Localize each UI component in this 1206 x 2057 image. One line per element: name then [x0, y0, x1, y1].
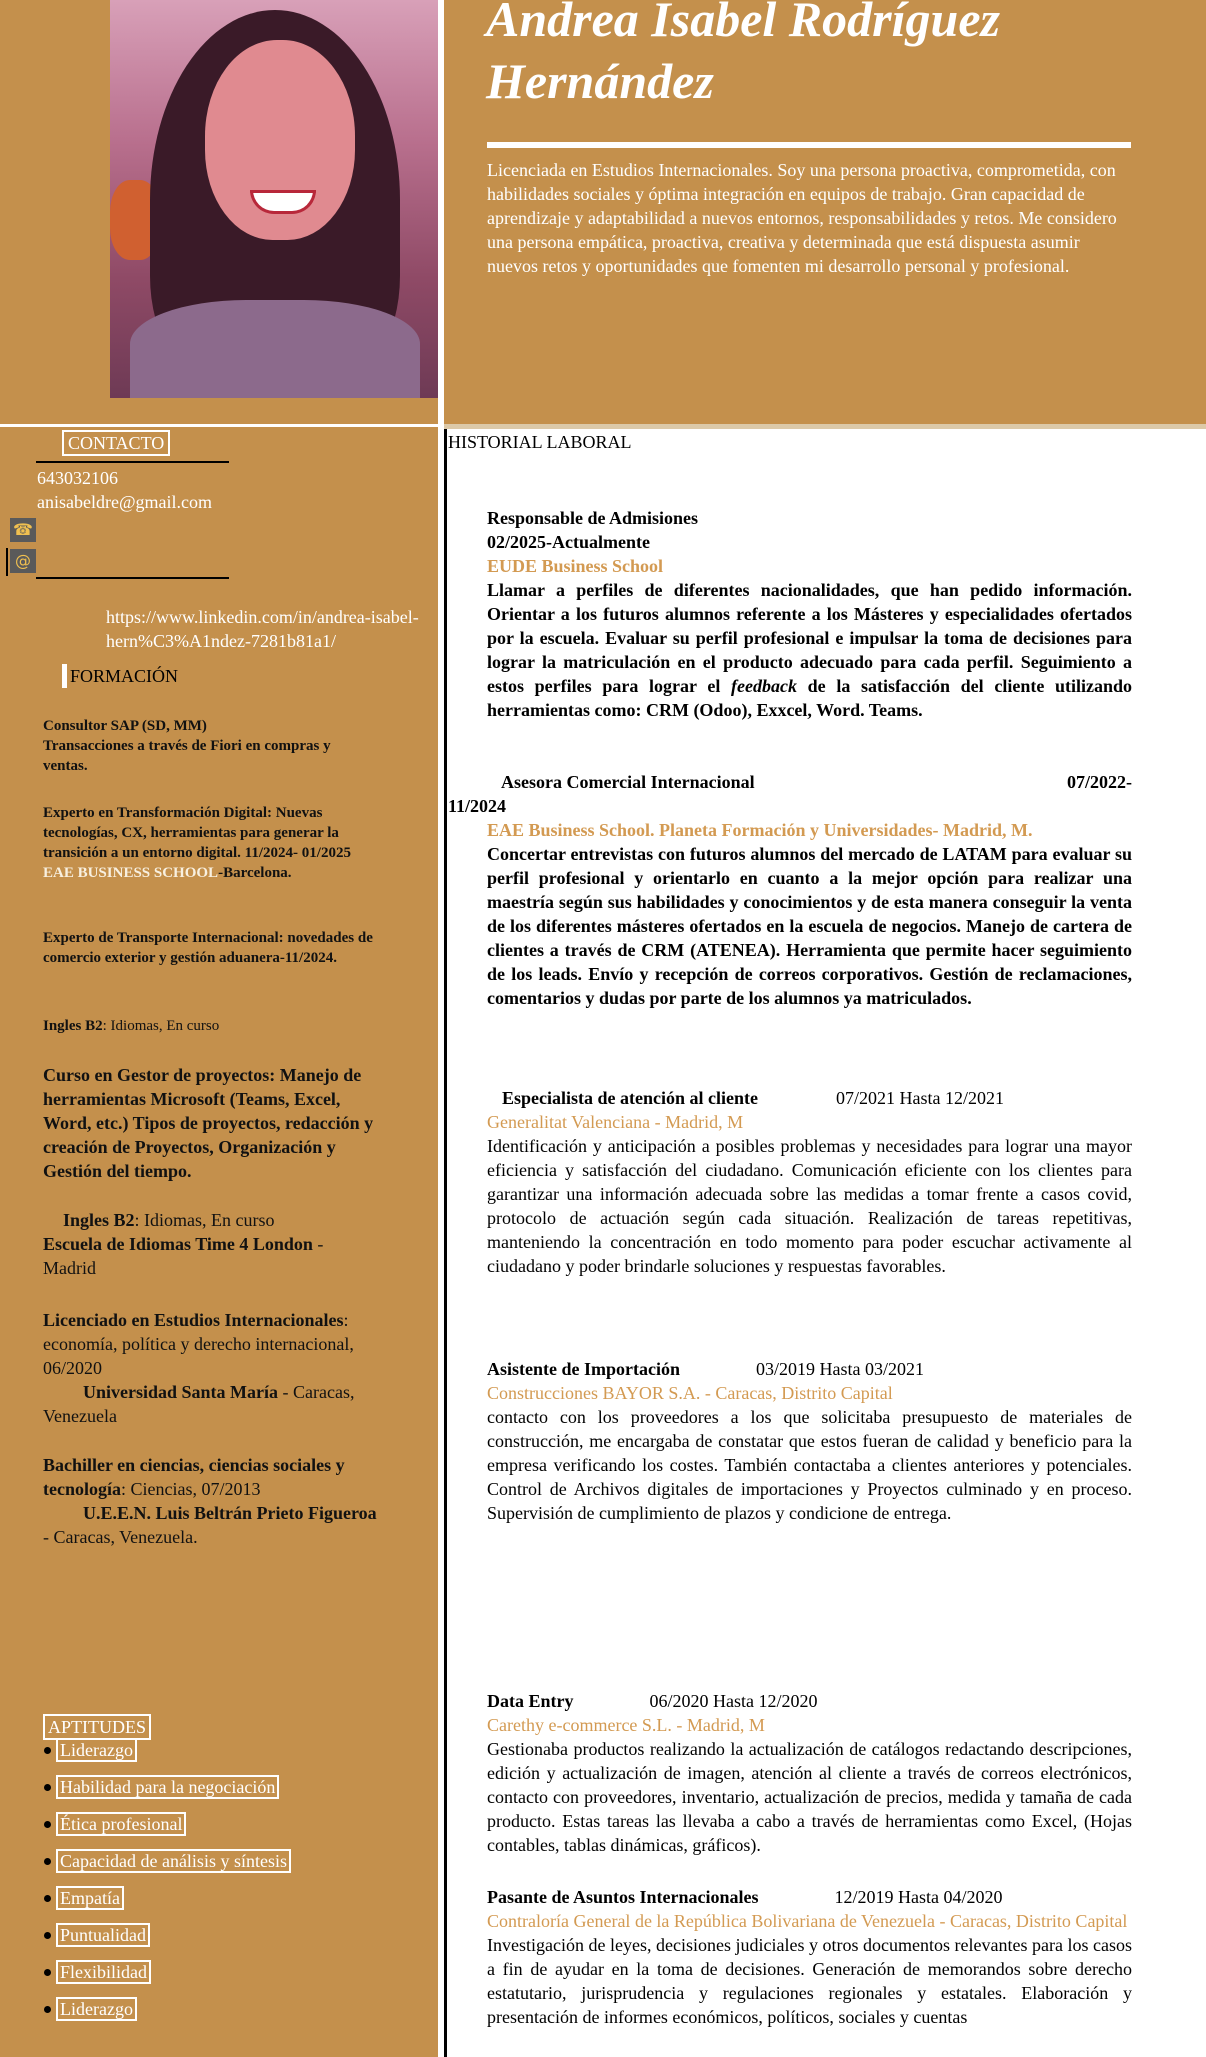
job-dates: 06/2020 Hasta 12/2020 — [649, 1691, 818, 1711]
job-company: Carethy e-commerce S.L. - Madrid, M — [487, 1715, 765, 1735]
profile-summary: Licenciada en Estudios Internacionales. Soy una persona proactiva, comprometida, con habilidades sociales y óptima integración en equipos de trabajo. Gran capacidad de aprendizaje y adaptabilidad a nuevos entornos, responsabilidades y retos. Me considero una persona empática, proactiva, creativa y determinada que está dispuesta asumir nuevos retos y oportunidades que fomenten mi desarrollo personal y profesional. — [487, 160, 1117, 276]
education-item-school: EAE BUSINESS SCHOOL — [43, 865, 219, 881]
email-address[interactable]: anisabeldre@gmail.com — [37, 492, 213, 512]
list-item — [56, 1960, 291, 1997]
education-item-place: - Madrid — [43, 1234, 324, 1278]
job-title-row — [487, 1689, 1132, 1713]
job-description: Investigación de leyes, decisiones judiciales y otros documentos relevantes para los casos a fin de ayudar en la toma de decisiones. Generación de memorandos sobre derecho estatutario, jurisprudencia y regulaciones regionales y estatales. Elaboración y presentación de informes económicos, políticos, sociales y cuentas — [487, 1935, 1132, 2027]
list-item — [56, 1775, 291, 1812]
education-item-school: Universidad Santa María — [83, 1382, 279, 1402]
aptitude-label: Empatía — [56, 1886, 124, 1910]
job-entry — [487, 1689, 1132, 1857]
list-item — [56, 1849, 291, 1886]
aptitudes-heading: APTITUDES — [43, 1714, 151, 1740]
list-item — [56, 1738, 291, 1775]
education-heading: FORMACIÓN — [62, 664, 178, 688]
education-item-detail: : Idiomas, En curso — [102, 1018, 220, 1034]
column-divider — [444, 429, 447, 2057]
education-item-title: Experto de Transporte Internacional: novedades de comercio exterior y gestión aduanera-11/2024. — [43, 930, 373, 966]
education-item-detail: : economía, política y derecho internacional, 06/2020 — [43, 1310, 354, 1378]
education-item-place: -Barcelona. — [218, 865, 292, 881]
job-dates: 07/2021 Hasta 12/2021 — [835, 1088, 1004, 1108]
job-dates: 12/2019 Hasta 04/2020 — [834, 1887, 1003, 1907]
job-title: Especialista de atención al cliente — [502, 1088, 758, 1108]
education-item-title: Bachiller en ciencias, ciencias sociales y tecnología — [43, 1455, 345, 1499]
header-bottom-line — [444, 424, 1206, 429]
name-underline — [487, 142, 1131, 148]
icon-marker — [6, 548, 8, 576]
education-item — [43, 1063, 378, 1183]
job-title-row — [487, 1086, 1132, 1110]
education-item-place: - Caracas, Venezuela — [43, 1382, 355, 1426]
education-item-detail: Transacciones a través de Fiori en compras y ventas. — [43, 738, 331, 774]
phone-number[interactable]: 643032106 — [37, 468, 118, 488]
job-description-part: Llamar a perfiles de diferentes nacionalidades, que han pedido información. Orientar a los futuros alumnos referente a los Másteres y especialidades ofertados por la escuela. Evaluar su perfil profesional e impulsar la toma de decisiones para lograr la matriculación en el producto adecuado para cada perfil. Seguimiento a estos perfiles para lograr el — [487, 580, 1132, 696]
job-description-part: de la satisfacción del cliente utilizando herramientas como: CRM (Odoo), Exxcel, Word. Teams. — [487, 676, 1133, 720]
job-description-emphasis: feedback — [731, 676, 797, 696]
phone-icon: ☎ — [10, 518, 36, 542]
job-dates-end: 11/2024 — [448, 796, 507, 816]
list-item — [56, 1812, 291, 1849]
job-title: Data Entry — [487, 1691, 574, 1711]
job-entry — [487, 1086, 1132, 1278]
aptitude-label: Liderazgo — [56, 1738, 137, 1762]
linkedin-link[interactable]: https://www.linkedin.com/in/andrea-isabel-hern%C3%A1ndez-7281b81a1/ — [106, 607, 419, 651]
job-entry — [487, 506, 1132, 722]
job-title: Pasante de Asuntos Internacionales — [487, 1887, 759, 1907]
job-description: Concertar entrevistas con futuros alumnos del mercado de LATAM para evaluar su perfil profesional y orientarlo en cuanto a la mejor opción para realizar una maestría según sus habilidades y conocimientos y de esta manera conseguir la venta de los diferentes másteres ofertados en la escuela de negocios. Manejo de cartera de clientes a través de CRM (ATENEA). Herramienta que permite hacer seguimiento de los leads. Envío y recepción de correos corporativos. Gestión de reclamaciones, comentarios y dudas por parte de los alumnos ya matriculados. — [487, 844, 1132, 1008]
job-entry — [448, 770, 1132, 1010]
header-divider — [438, 0, 444, 424]
job-entry — [487, 1357, 1132, 1525]
job-company: Generalitat Valenciana - Madrid, M — [487, 1112, 744, 1132]
job-description: contacto con los proveedores a los que solicitaba presupuesto de materiales de construcción, me encargaba de constatar que estos fueran de calidad y beneficio para la empresa verificando los costes. También contactaba a clientes anteriores y potenciales. Control de Archivos digitales de importaciones y Proyectos culminado y en proceso. Supervisión de cumplimiento de plazos y condicione de entrega. — [487, 1407, 1132, 1523]
job-title-row — [487, 1357, 1132, 1381]
job-title: Responsable de Admisiones — [487, 508, 699, 528]
education-item-title: Curso en Gestor de proyectos: Manejo de herramientas Microsoft (Teams, Excel, Word, etc.) Tipos de proyectos, redacción y creación de Proyectos, Organización y Gestión del tiempo. — [43, 1065, 374, 1181]
work-history-heading: HISTORIAL LABORAL — [448, 432, 632, 452]
job-company: EUDE Business School — [487, 556, 664, 576]
education-item — [43, 803, 378, 883]
job-dates: 02/2025-Actualmente — [487, 532, 650, 552]
job-title-row — [487, 1885, 1132, 1909]
education-item-detail: : Ciencias, 07/2013 — [121, 1479, 261, 1499]
job-description: Identificación y anticipación a posibles problemas y necesidades para lograr una mayor eficiencia y satisfacción del ciudadano. Comunicación eficiente con los clientes para garantizar una información adecuada sobre las medidas a tomar frente a casos covid, protocolo de actuación según cada situación. Realización de tareas repetitivas, manteniendo la concentración en todo momento para poder escuchar activamente al ciudadano y poder brindarle soluciones y respuestas favorables. — [487, 1136, 1132, 1276]
list-item — [56, 1997, 291, 2034]
education-item — [43, 716, 378, 776]
list-item — [56, 1886, 291, 1923]
contact-rule — [36, 461, 229, 463]
aptitude-label: Capacidad de análisis y síntesis — [56, 1849, 291, 1873]
aptitude-label: Liderazgo — [56, 1997, 137, 2021]
profile-photo — [110, 0, 438, 398]
education-item-title: Ingles B2 — [43, 1018, 103, 1034]
job-description: Gestionaba productos realizando la actualización de catálogos redactando descripciones, edición y actualización de imagen, atención al cliente a través de correos electrónicos, contacto con proveedores, inventario, actualización de precios, medida y tamaña de cada producto. Estas tareas las llevaba a cabo a través de herramientas como Excel, (Hojas contables, tablas dinámicas, gráficos). — [487, 1739, 1132, 1855]
education-item — [43, 1016, 378, 1036]
job-dates: 07/2022- — [1067, 772, 1132, 792]
job-company: EAE Business School. Planeta Formación y Universidades- Madrid, M. — [487, 820, 1033, 840]
aptitude-label: Habilidad para la negociación — [56, 1775, 279, 1799]
candidate-name: Andrea Isabel Rodríguez Hernández — [486, 0, 1000, 109]
education-item — [43, 928, 378, 968]
at-sign-icon: @ — [10, 549, 36, 573]
job-title: Asistente de Importación — [487, 1359, 680, 1379]
aptitudes-list — [40, 1738, 291, 2034]
contact-heading: CONTACTO — [62, 430, 170, 456]
education-item-title: Licenciado en Estudios Internacionales — [43, 1310, 344, 1330]
job-dates: 03/2019 Hasta 03/2021 — [755, 1359, 924, 1379]
aptitude-label: Flexibilidad — [56, 1960, 151, 1984]
education-item-detail: : Idiomas, En curso — [134, 1210, 275, 1230]
list-item — [56, 1923, 291, 1960]
contact-rule-2 — [36, 577, 229, 579]
education-item-title: Experto en Transformación Digital: Nuevas tecnologías, CX, herramientas para generar la transición a un entorno digital. 11/2024- 01/2025 — [43, 805, 351, 861]
aptitude-label: Ética profesional — [56, 1812, 186, 1836]
job-title: Asesora Comercial Internacional — [501, 772, 755, 792]
education-item — [43, 1308, 378, 1428]
education-item-title: Consultor SAP (SD, MM) — [43, 718, 207, 734]
job-title-row — [448, 770, 1132, 794]
education-item-place: - Caracas, Venezuela. — [43, 1527, 198, 1547]
education-item — [43, 1453, 378, 1549]
job-company: Contraloría General de la República Bolivariana de Venezuela - Caracas, Distrito Capital — [487, 1911, 1128, 1931]
job-description — [487, 578, 1132, 722]
education-item-title: Ingles B2 — [63, 1210, 135, 1230]
education-item — [43, 1208, 378, 1280]
education-item-school: Escuela de Idiomas Time 4 London — [43, 1234, 313, 1254]
aptitude-label: Puntualidad — [56, 1923, 150, 1947]
job-company: Construcciones BAYOR S.A. - Caracas, Distrito Capital — [487, 1383, 893, 1403]
photo-shirt — [130, 300, 420, 398]
education-item-school: U.E.E.N. Luis Beltrán Prieto Figueroa — [83, 1503, 377, 1523]
job-entry — [487, 1885, 1132, 2029]
